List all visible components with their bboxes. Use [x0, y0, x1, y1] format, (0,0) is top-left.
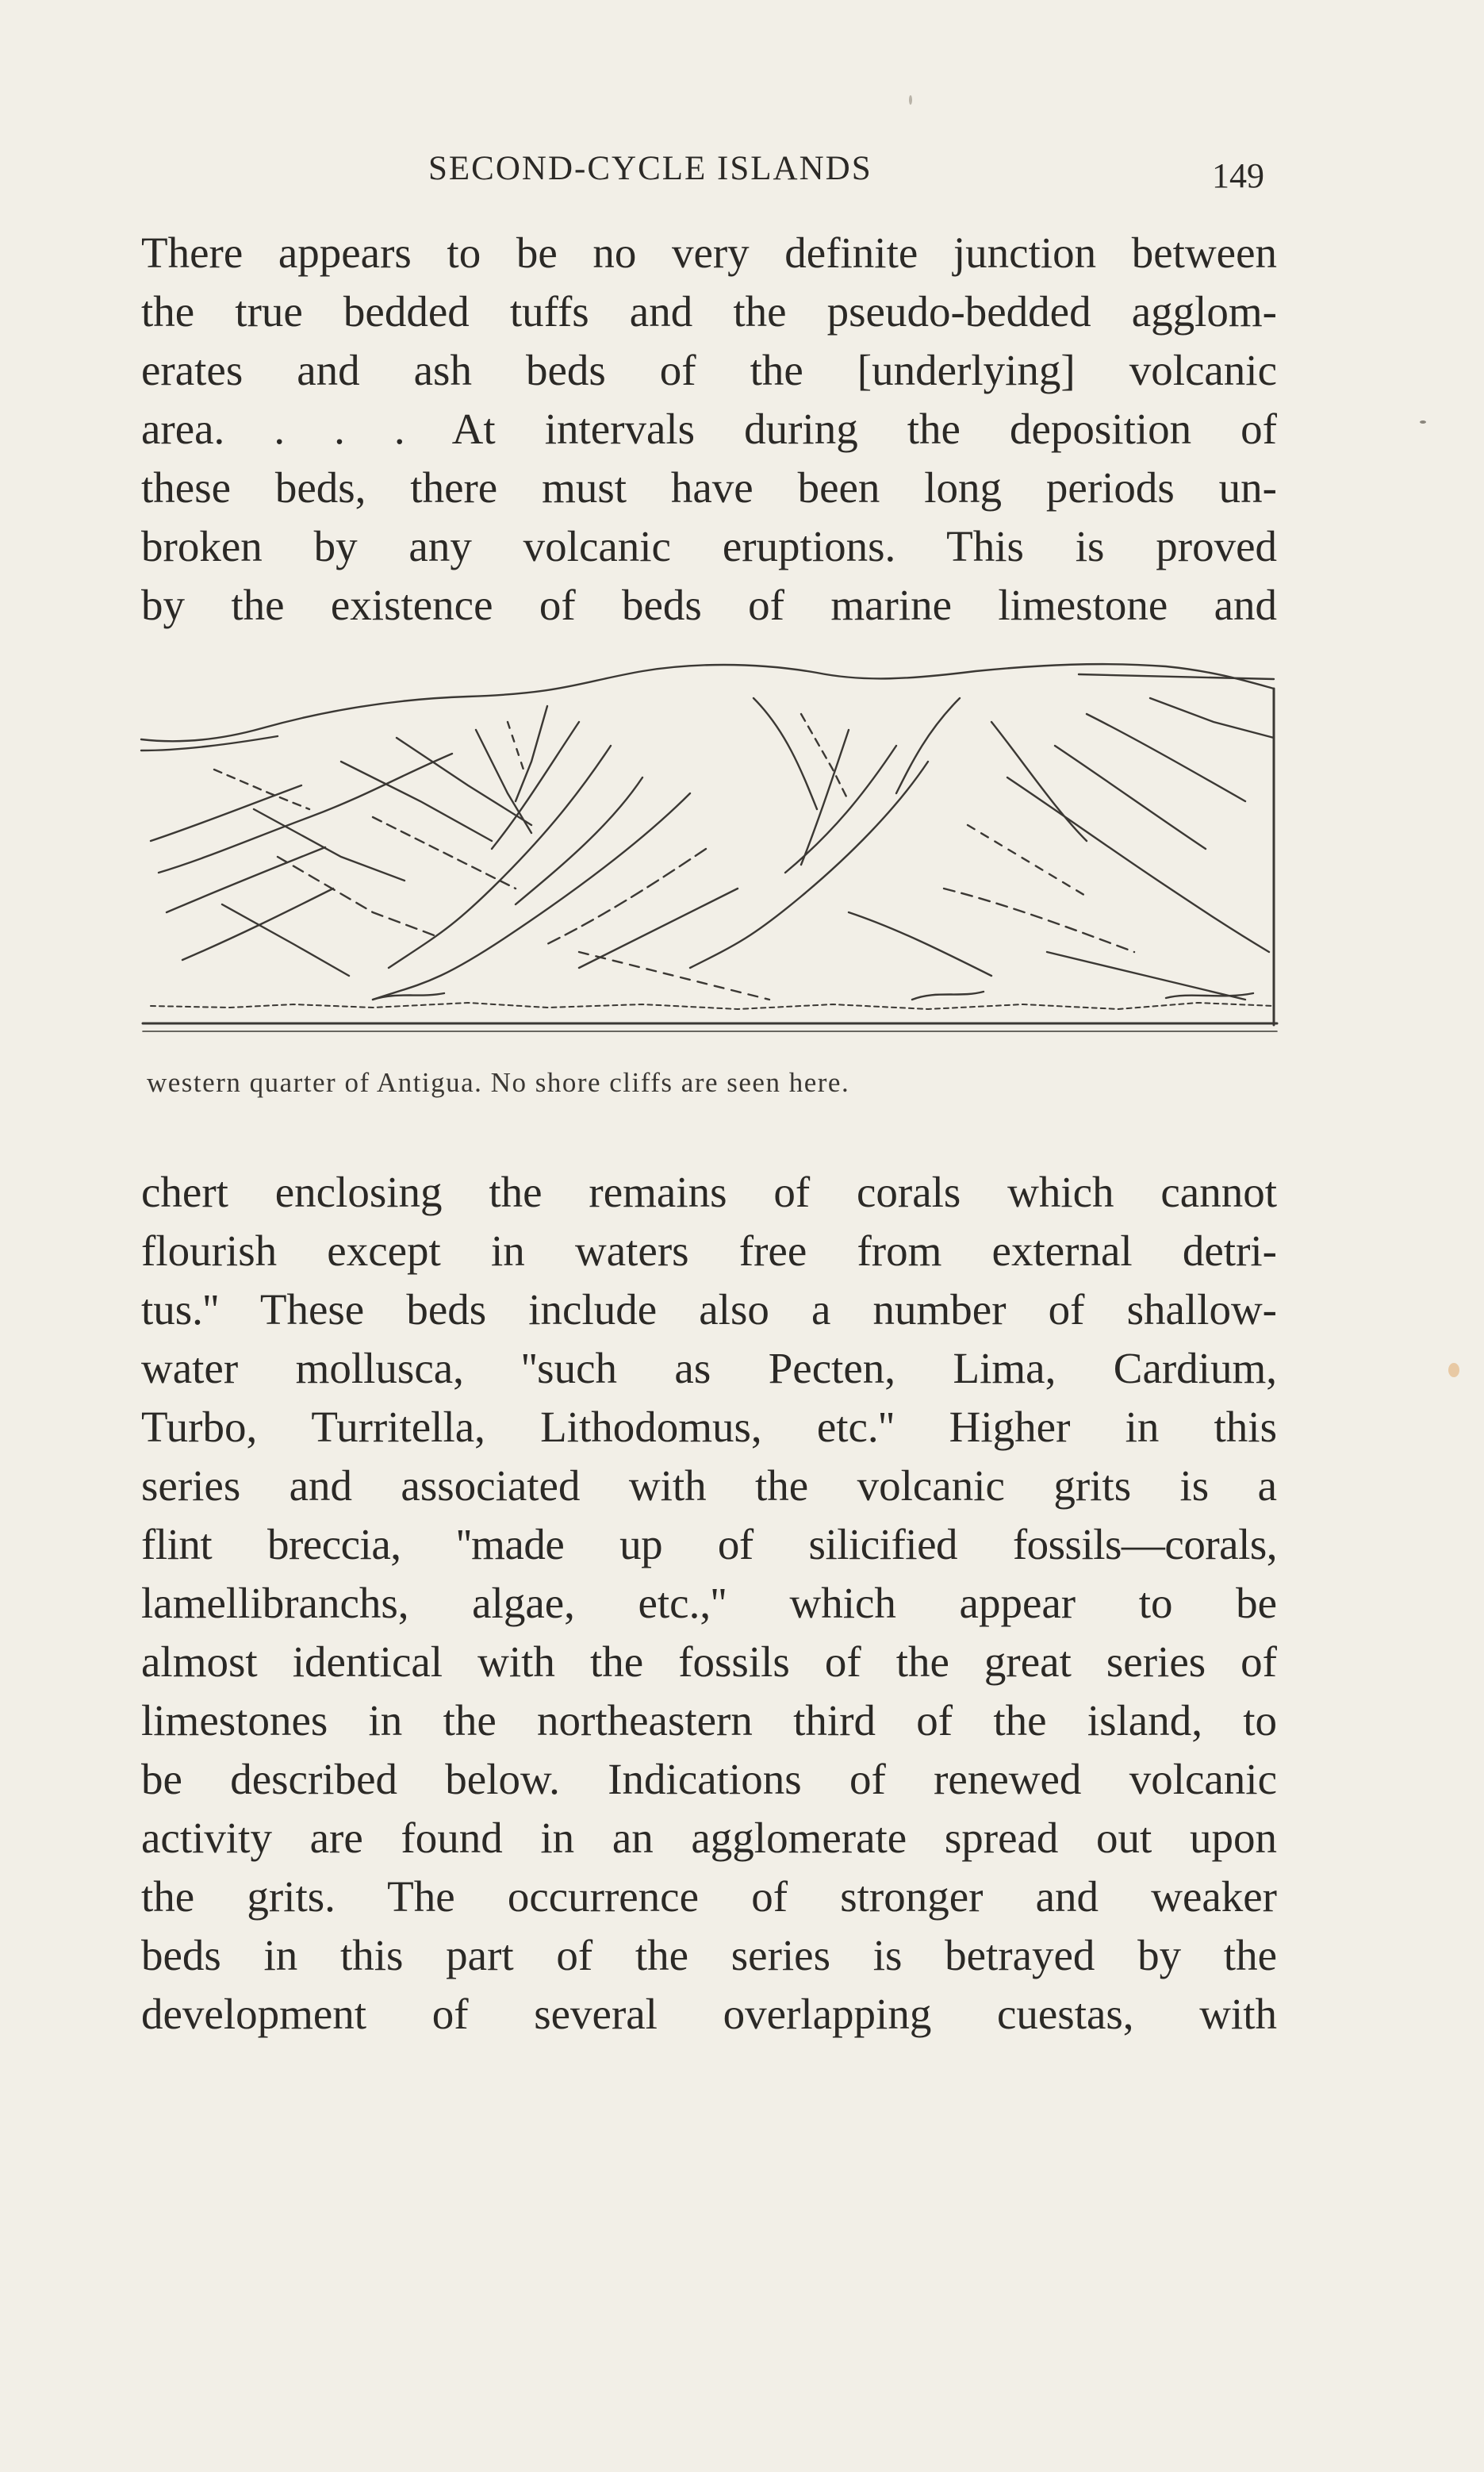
paper-speck [909, 95, 912, 105]
text-line: broken by any volcanic eruptions. This is proved [141, 522, 1277, 570]
paper-speck [1420, 420, 1426, 424]
text-line: series and associated with the volcanic grits is a [141, 1461, 1277, 1510]
text-line: flint breccia, ''made up of silicified fossils—corals, [141, 1520, 1277, 1568]
text-line: by the existence of beds of marine limestone and [141, 581, 1277, 629]
text-line: tus.'' These beds include also a number of shallow- [141, 1285, 1277, 1334]
text-line: development of several overlapping cuestas, with [141, 1990, 1277, 2038]
text-line: be described below. Indications of renewed volcanic [141, 1755, 1277, 1803]
paragraph-bottom [141, 1163, 1277, 2044]
text-line: erates and ash beds of the [underlying] volcanic [141, 346, 1277, 394]
text-line: There appears to be no very definite junction between [141, 228, 1277, 277]
text-line: water mollusca, ''such as Pecten, Lima, Cardium, [141, 1344, 1277, 1392]
text-line: beds in this part of the series is betrayed by the [141, 1931, 1277, 1979]
text-line: the true bedded tuffs and the pseudo-bedded agglom- [141, 287, 1277, 336]
figure-caption: western quarter of Antigua. No shore cliffs are seen here. [147, 1067, 850, 1098]
text-line: flourish except in waters free from external detri- [141, 1226, 1277, 1275]
text-line: Turbo, Turritella, Lithodomus, etc.'' Higher in this [141, 1403, 1277, 1451]
text-line: lamellibranchs, algae, etc.,'' which appear to be [141, 1579, 1277, 1627]
running-head: SECOND-CYCLE ISLANDS [428, 150, 872, 187]
text-line: these beds, there must have been long periods un- [141, 463, 1277, 512]
text-line: limestones in the northeastern third of the island, to [141, 1696, 1277, 1745]
paper-speck [1448, 1363, 1459, 1377]
paragraph-top [141, 224, 1277, 635]
page-number: 149 [1212, 156, 1264, 195]
text-line: almost identical with the fossils of the great series of [141, 1637, 1277, 1686]
block-diagram-figure [135, 651, 1293, 1039]
landscape-sketch [135, 651, 1293, 1039]
text-line: chert enclosing the remains of corals which cannot [141, 1168, 1277, 1216]
text-line: activity are found in an agglomerate spread out upon [141, 1814, 1277, 1862]
text-line: area. . . . At intervals during the deposition of [141, 405, 1277, 453]
text-line: the grits. The occurrence of stronger and weaker [141, 1872, 1277, 1921]
